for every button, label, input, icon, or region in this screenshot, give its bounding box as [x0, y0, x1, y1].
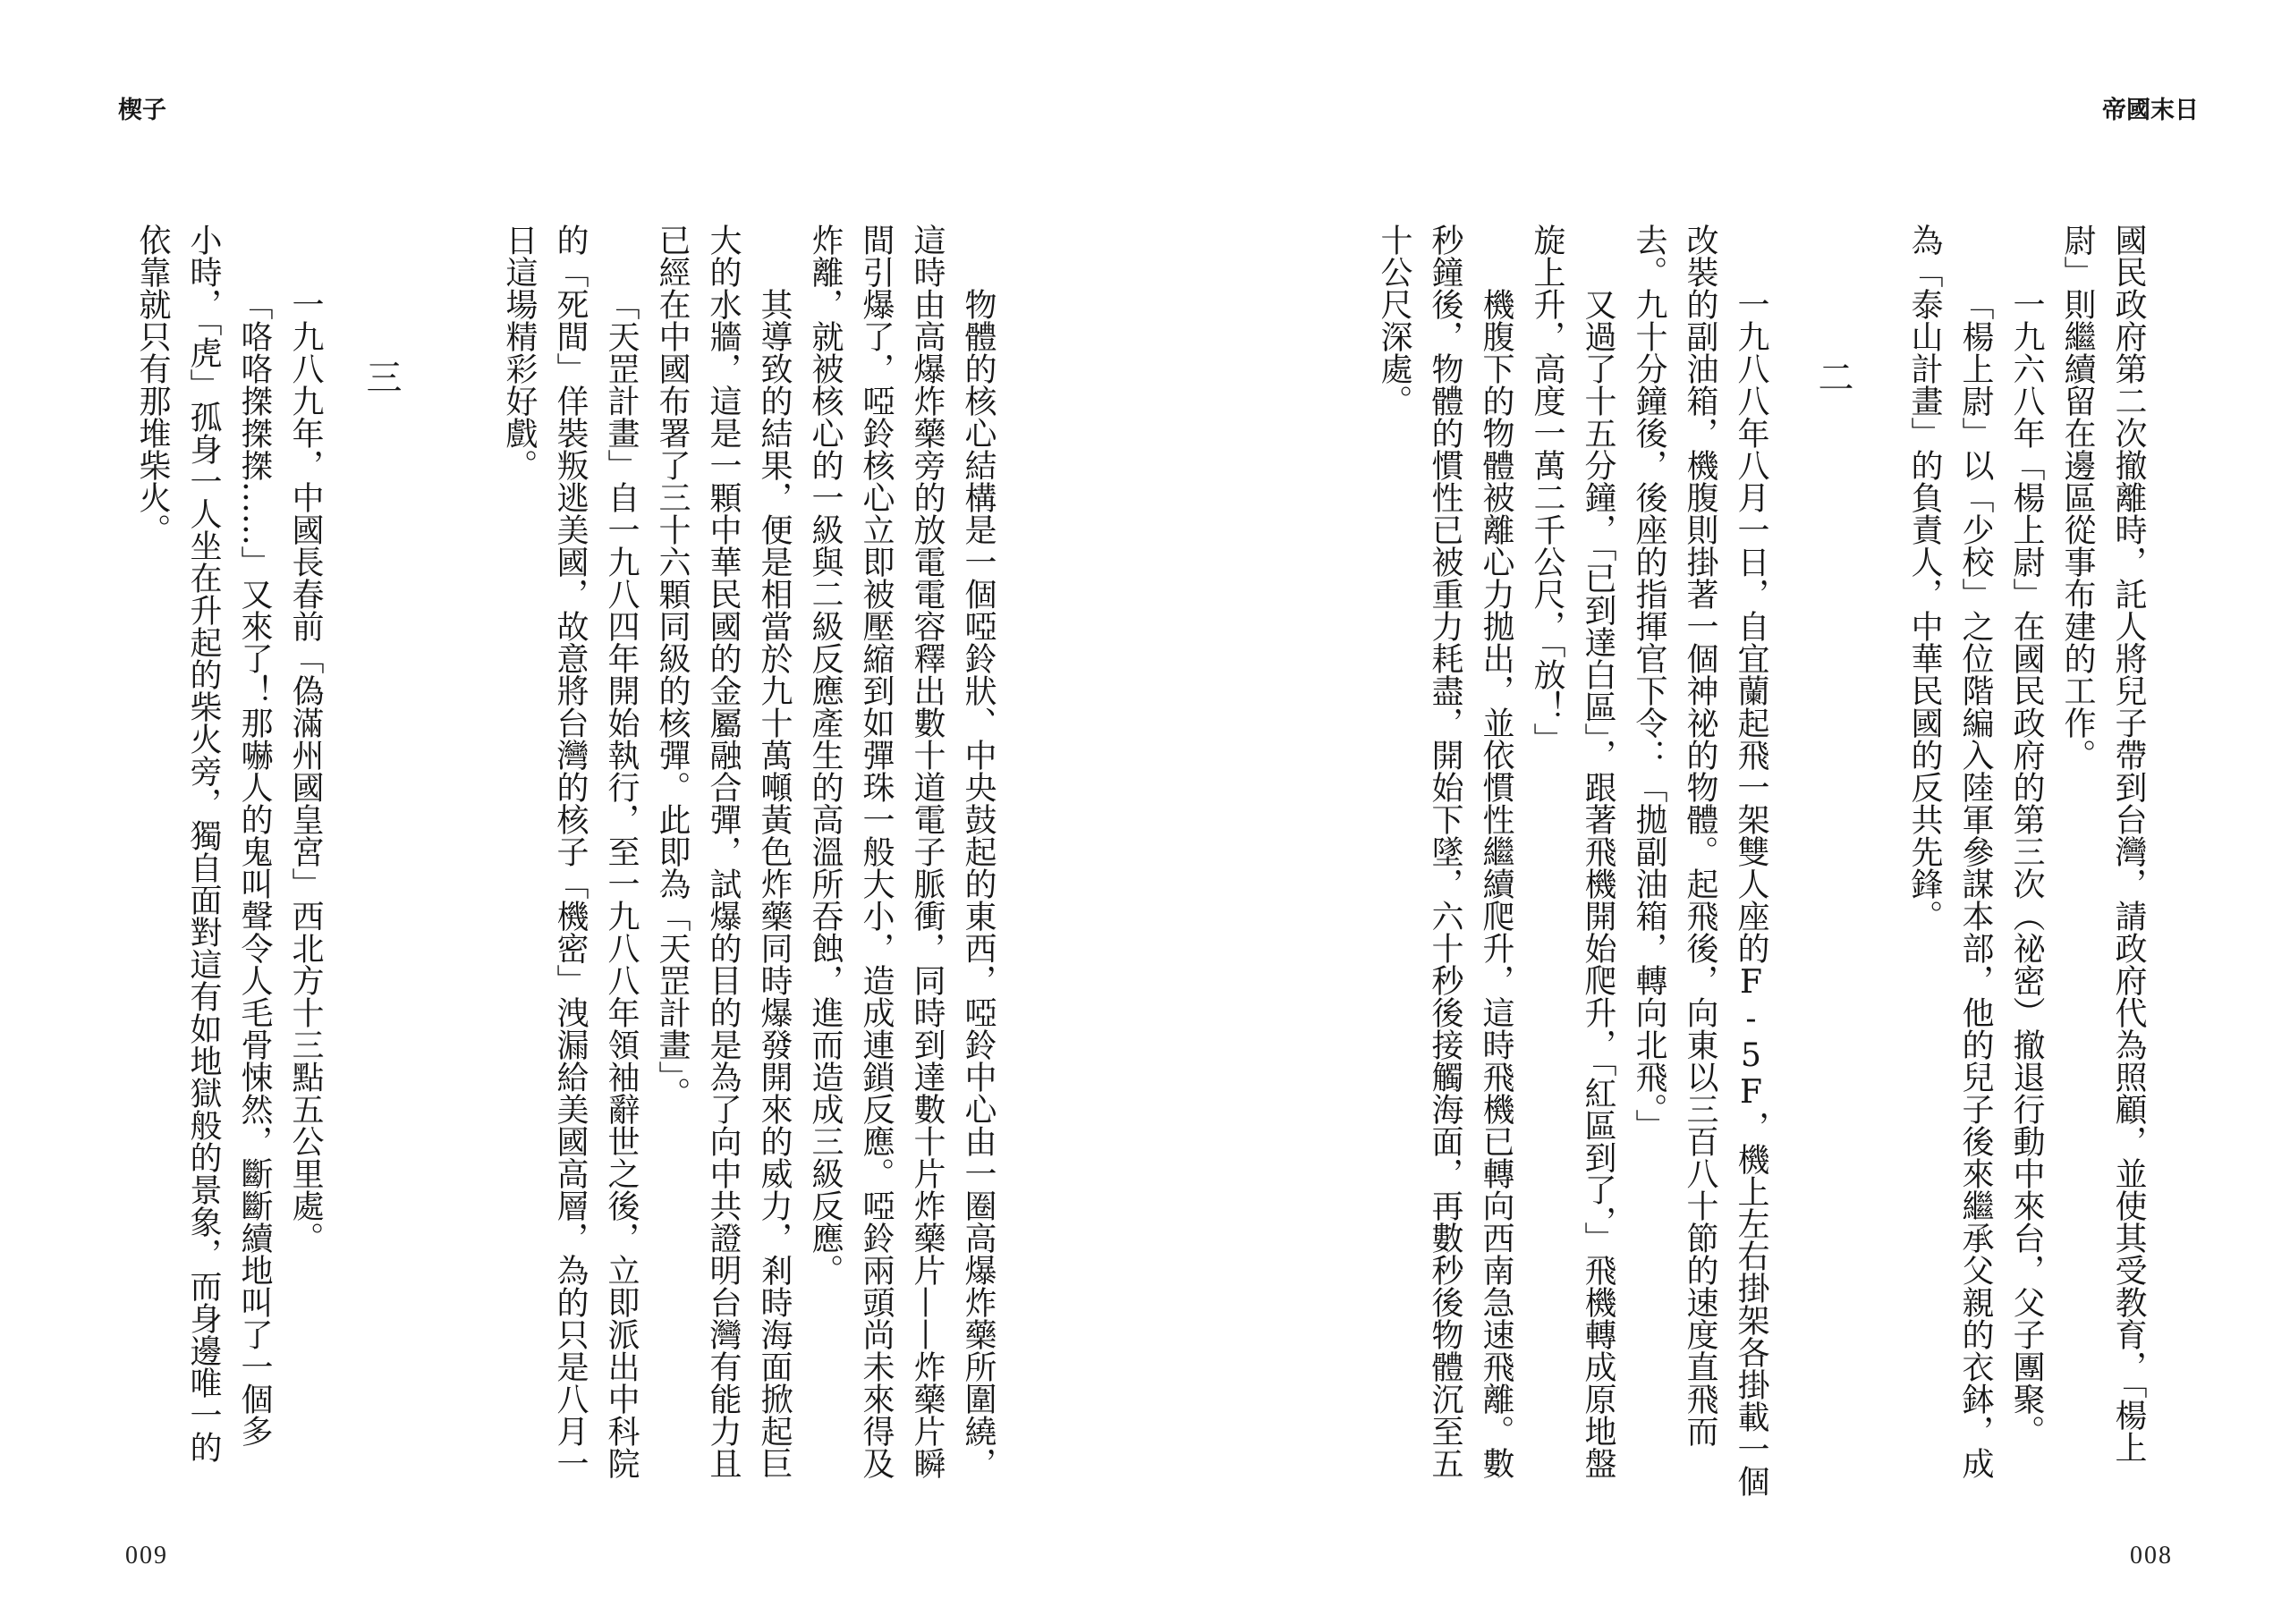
text-column: 已經在中國布署了三十六顆同級的核彈。此即為「天罡計畫」。 [654, 224, 691, 1109]
text-column: 依靠就只有那堆柴火。 [134, 224, 171, 546]
section-heading: 二 [1812, 359, 1853, 394]
text-column: 又過了十五分鐘，「已到達白區」，跟著飛機開始爬升，「紅區到了，」飛機轉成原地盤 [1580, 288, 1616, 1479]
paragraph [2001, 224, 2052, 1511]
text-column: 「咯咯搩搩搩……」又來了！那嚇人的鬼叫聲令人毛骨悚然，斷斷續地叫了一個多 [236, 288, 273, 1447]
left-page-number: 009 [125, 1542, 168, 1569]
text-column: 炸離，就被核心的一級與二級反應產生的高溫所吞蝕，進而造成三級反應。 [807, 224, 844, 1286]
text-column: 物體的核心結構是一個啞鈴狀、中央鼓起的東西，啞鈴中心由一圈高爆炸藥所圍繞， [960, 288, 997, 1479]
right-page-number: 008 [2130, 1542, 2173, 1569]
text-column: 為「泰山計畫」的負責人，中華民國的反共先鋒。 [1906, 224, 1943, 932]
paragraph [2052, 224, 2154, 1511]
text-column: 十公尺深處。 [1376, 224, 1412, 417]
text-column: 機腹下的物體被離心力拋出，並依慣性繼續爬升，這時飛機已轉向西南急速飛離。數 [1478, 288, 1514, 1479]
text-column: 小時，「虎」孤身一人坐在升起的柴火旁，獨自面對這有如地獄般的景象，而身邊唯一的 [185, 224, 222, 1463]
text-column: 一九六八年「楊上尉」在國民政府的第三次（祕密）撤退行動中來台，父子團聚。 [2008, 288, 2045, 1447]
left-page-body [127, 224, 1004, 1511]
right-page-body [1369, 224, 2154, 1511]
paragraph [1624, 224, 1777, 1511]
paragraph [800, 224, 1004, 1511]
right-running-head: 帝國末日 [2102, 97, 2199, 124]
text-column: 尉」則繼續留在邊區從事布建的工作。 [2059, 224, 2096, 771]
text-column: 其導致的結果，便是相當於九十萬噸黃色炸藥同時爆發開來的威力，剎時海面掀起巨 [756, 288, 793, 1479]
text-column: 國民政府第二次撤離時，託人將兒子帶到台灣，請政府代為照顧，並使其受教育，「楊上 [2110, 224, 2147, 1463]
paragraph [1899, 224, 2001, 1511]
text-column: 旋上升，高度一萬二千公尺，「放！」 [1529, 224, 1565, 755]
paragraph [1369, 224, 1522, 1511]
section-heading: 三 [360, 359, 402, 394]
text-column: 一九八八年八月一日，自宜蘭起飛一架雙人座的F-5F，機上左右掛架各掛載一個 [1733, 288, 1769, 1497]
text-column: 的「死間」佯裝叛逃美國，故意將台灣的核子「機密」洩漏給美國高層，為的只是八月一 [552, 224, 589, 1479]
text-column: 大的水牆，這是一顆中華民國的金屬融合彈，試爆的目的是為了向中共證明台灣有能力且 [705, 224, 742, 1479]
paragraph [127, 224, 280, 1511]
text-column: 改裝的副油箱，機腹則掛著一個神祕的物體。起飛後，向東以三百八十節的速度直飛而 [1682, 224, 1718, 1447]
text-column: 這時由高爆炸藥旁的放電電容釋出數十道電子脈衝，同時到達數十片炸藥片——炸藥片瞬 [909, 224, 946, 1479]
text-column: 去。九十分鐘後，後座的指揮官下令：「拋副油箱，轉向北飛。」 [1631, 224, 1667, 1141]
paragraph [494, 224, 647, 1511]
text-column: 一九八九年，中國長春前「偽滿州國皇宮」西北方十三點五公里處。 [287, 288, 324, 1254]
text-column: 秒鐘後，物體的慣性已被重力耗盡，開始下墜，六十秒後接觸海面，再數秒後物體沉至五 [1427, 224, 1463, 1479]
paragraph [647, 224, 800, 1511]
text-column: 「天罡計畫」自一九八四年開始執行，至一九八八年領袖辭世之後，立即派出中科院 [603, 288, 640, 1479]
paragraph [280, 224, 331, 1511]
text-column: 日這場精彩好戲。 [501, 224, 538, 481]
left-running-head: 楔子 [118, 97, 166, 124]
paragraph [1522, 224, 1624, 1511]
text-column: 「楊上尉」以「少校」之位階編入陸軍參謀本部，他的兒子後來繼承父親的衣鉢，成 [1957, 288, 1994, 1479]
text-column: 間引爆了，啞鈴核心立即被壓縮到如彈珠一般大小，造成連鎖反應。啞鈴兩頭尚未來得及 [858, 224, 895, 1479]
